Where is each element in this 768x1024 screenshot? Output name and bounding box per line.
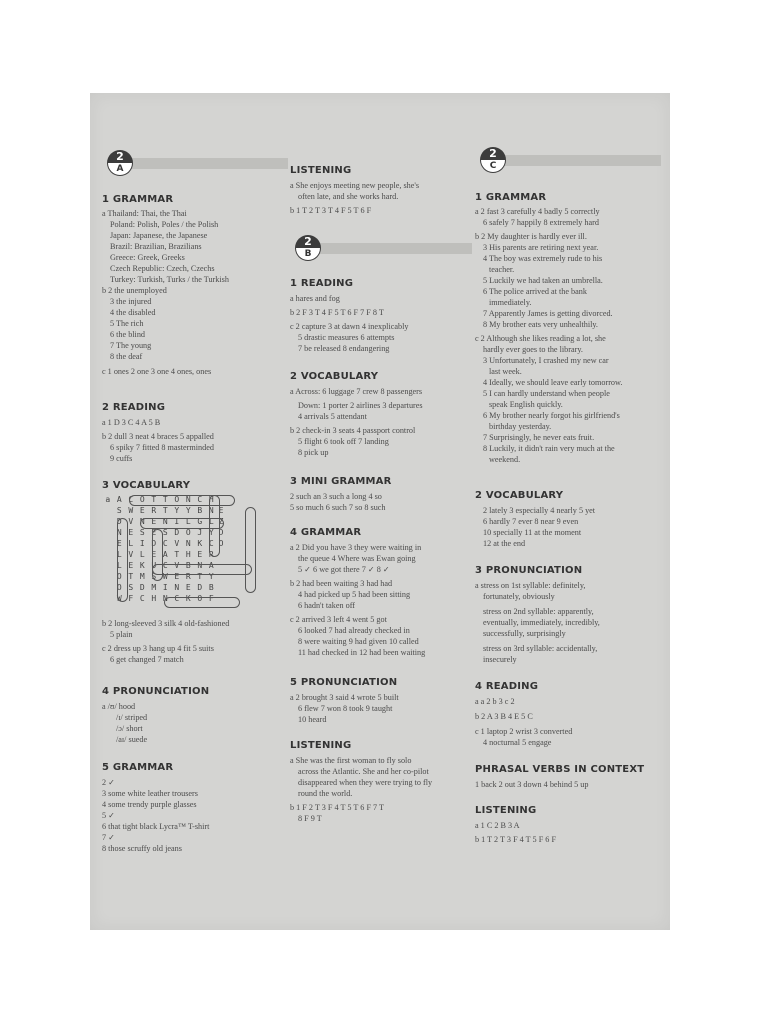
wordsearch-cell: A xyxy=(116,495,122,504)
section-body-pronunciation-3 xyxy=(475,580,660,665)
unit-header-bar xyxy=(318,243,472,254)
section-title-vocabulary-2: 2 VOCABULARY xyxy=(290,371,379,382)
wordsearch-cell: E xyxy=(185,583,191,592)
wordsearch-cell: E xyxy=(151,550,157,559)
unit-number: 2 xyxy=(304,235,312,248)
wordsearch-cell: T xyxy=(197,572,203,581)
wordsearch-cell: C xyxy=(174,594,180,603)
wordsearch-cell: A xyxy=(162,550,168,559)
wordsearch-cell: C xyxy=(208,539,214,548)
section-title-grammar-1: 1 GRAMMAR xyxy=(475,192,547,203)
wordsearch-cell: H xyxy=(185,550,191,559)
wordsearch-cell: L xyxy=(116,550,122,559)
text-line: 6 spiky 7 fitted 8 masterminded xyxy=(110,443,214,452)
wordsearch-side-letter xyxy=(217,571,225,582)
text-line: across the Atlantic. She and her co-pilot xyxy=(298,767,429,776)
text-line: 5 flight 6 took off 7 landing xyxy=(298,437,389,446)
wordsearch-row xyxy=(102,516,225,527)
wordsearch-cell: L xyxy=(116,561,122,570)
text-line: 6 hadn't taken off xyxy=(298,601,356,610)
wordsearch-cell: G xyxy=(197,517,203,526)
wordsearch-cell: S xyxy=(151,572,157,581)
wordsearch-cell: T xyxy=(128,572,134,581)
text-line: c 2 capture 3 at dawn 4 inexplicably xyxy=(290,322,409,331)
text-line: /ɪ/ striped xyxy=(116,713,148,722)
wordsearch-cell: D xyxy=(139,583,145,592)
section-body-vocabulary-3 xyxy=(102,618,280,665)
wordsearch-cell: N xyxy=(208,506,214,515)
wordsearch-cell: E xyxy=(151,528,157,537)
wordsearch-cell: E xyxy=(116,539,122,548)
text-line: 7 be released 8 endangering xyxy=(298,344,390,353)
section-title-grammar-4: 4 GRAMMAR xyxy=(290,527,362,538)
wordsearch-cell: Y xyxy=(174,506,180,515)
text-line: 7 Apparently James is getting divorced. xyxy=(483,309,613,318)
section-title-listening: LISTENING xyxy=(290,165,352,176)
wordsearch-cell: N xyxy=(162,594,168,603)
text-line: 2 such an 3 such a long 4 so xyxy=(290,492,382,501)
text-line: 8 were waiting 9 had given 10 called xyxy=(298,637,419,646)
text-line: last week. xyxy=(489,367,522,376)
text-line: teacher. xyxy=(489,265,515,274)
text-line: c 1 ones 2 one 3 one 4 ones, ones xyxy=(102,367,212,376)
wordsearch-cell: E xyxy=(128,528,134,537)
wordsearch-cell: D xyxy=(116,517,122,526)
text-line: Down: 1 porter 2 airlines 3 departures xyxy=(298,401,423,410)
text-line: 3 some white leather trousers xyxy=(102,789,198,798)
text-line: immediately. xyxy=(489,298,532,307)
wordsearch-row xyxy=(102,527,225,538)
text-line: /aɪ/ suede xyxy=(116,735,148,744)
wordsearch-cell: L xyxy=(128,539,134,548)
text-line: 5 ✓ 6 we got there 7 ✓ 8 ✓ xyxy=(298,565,390,574)
wordsearch-cell: D xyxy=(151,539,157,548)
text-line: 6 safely 7 happily 8 extremely hard xyxy=(483,218,599,227)
text-line: 8 Luckily, it didn't rain very much at the xyxy=(483,444,615,453)
wordsearch-cell: N xyxy=(174,583,180,592)
unit-header-2b xyxy=(296,236,472,260)
text-line: 8 pick up xyxy=(298,448,329,457)
text-line: 6 looked 7 had already checked in xyxy=(298,626,410,635)
wordsearch-circle xyxy=(245,507,256,593)
section-title-pronunciation-4: 4 PRONUNCIATION xyxy=(102,686,210,697)
wordsearch-cell: H xyxy=(151,594,157,603)
unit-header-bar xyxy=(503,155,661,166)
unit-header-2c xyxy=(481,148,661,172)
text-line: 4 The boy was extremely rude to his xyxy=(483,254,603,263)
text-line: b 1 T 2 T 3 T 4 F 5 T 6 F xyxy=(290,206,372,215)
wordsearch-cell: N xyxy=(185,495,191,504)
text-line: a a 2 b 3 c 2 xyxy=(475,697,515,706)
text-line: hardly ever goes to the library. xyxy=(483,345,583,354)
wordsearch-cell xyxy=(102,505,114,516)
section-title-listening-2: LISTENING xyxy=(290,740,352,751)
text-line: Greece: Greek, Greeks xyxy=(110,253,185,262)
wordsearch-cell xyxy=(102,560,114,571)
wordsearch-cell: O xyxy=(174,495,180,504)
text-line: c 2 dress up 3 hang up 4 fit 5 suits xyxy=(102,644,214,653)
text-line: 1 back 2 out 3 down 4 behind 5 up xyxy=(475,780,589,789)
wordsearch-side-letter: Z xyxy=(218,517,224,526)
answer-key-page xyxy=(90,93,670,930)
section-body-reading-1 xyxy=(290,293,468,354)
text-line: 7 Surprisingly, he never eats fruit. xyxy=(483,433,595,442)
wordsearch-cell: K xyxy=(197,539,203,548)
text-line: 9 cuffs xyxy=(110,454,133,463)
text-line: c 1 laptop 2 wrist 3 converted xyxy=(475,727,573,736)
unit-number: 2 xyxy=(489,147,497,160)
section-body-reading-2 xyxy=(102,417,280,464)
wordsearch-side-letter xyxy=(217,549,225,560)
wordsearch-cell: S xyxy=(139,528,145,537)
section-title-phrasal-verbs: PHRASAL VERBS IN CONTEXT xyxy=(475,764,645,775)
unit-letter: B xyxy=(296,248,320,260)
wordsearch-cell: R xyxy=(208,550,214,559)
wordsearch-cell: V xyxy=(174,561,180,570)
wordsearch-cell: M xyxy=(139,572,145,581)
wordsearch-cell: T xyxy=(151,495,157,504)
text-line: 4 arrivals 5 attendant xyxy=(298,412,367,421)
text-line: Czech Republic: Czech, Czechs xyxy=(110,264,215,273)
section-title-listening: LISTENING xyxy=(475,805,537,816)
wordsearch-cell: E xyxy=(197,550,203,559)
wordsearch-cell xyxy=(102,593,114,604)
text-line: b 2 had been waiting 3 had had xyxy=(290,579,393,588)
text-line: a /ʊ/ hood xyxy=(102,702,136,711)
wordsearch-cell xyxy=(102,571,114,582)
wordsearch-cell: B xyxy=(208,583,214,592)
section-body-grammar-4 xyxy=(290,542,468,658)
wordsearch-row xyxy=(102,538,225,549)
wordsearch-cell: V xyxy=(174,539,180,548)
section-body-reading-4 xyxy=(475,696,660,748)
text-line: 5 Luckily we had taken an umbrella. xyxy=(483,276,603,285)
text-line: 8 F 9 T xyxy=(298,814,322,823)
text-line: Poland: Polish, Poles / the Polish xyxy=(110,220,219,229)
section-title-reading-2: 2 READING xyxy=(102,402,166,413)
text-line: a 2 Did you have 3 they were waiting in xyxy=(290,543,422,552)
wordsearch-cell: E xyxy=(174,572,180,581)
text-line: a stress on 1st syllable: definitely, xyxy=(475,581,586,590)
text-line: a hares and fog xyxy=(290,294,340,303)
wordsearch-cell: N xyxy=(139,517,145,526)
text-line: 5 I can hardly understand when people xyxy=(483,389,610,398)
text-line: eventually, immediately, incredibly, xyxy=(483,618,600,627)
text-line: 11 had checked in 12 had been waiting xyxy=(298,648,426,657)
text-line: 8 My brother eats very unhealthily. xyxy=(483,320,598,329)
wordsearch-row xyxy=(102,549,225,560)
wordsearch-cell: C xyxy=(162,539,168,548)
text-line: b 2 dull 3 neat 4 braces 5 appalled xyxy=(102,432,214,441)
wordsearch-cell: U xyxy=(151,561,157,570)
text-line: 4 Ideally, we should leave early tomorrow. xyxy=(483,378,623,387)
wordsearch-cell: I xyxy=(162,583,168,592)
text-line: a 1 D 3 C 4 A 5 B xyxy=(102,418,161,427)
text-line: often late, and she works hard. xyxy=(298,192,399,201)
text-line: 4 nocturnal 5 engage xyxy=(483,738,552,747)
section-title-mini-grammar-3: 3 MINI GRAMMAR xyxy=(290,476,392,487)
text-line: 3 His parents are retiring next year. xyxy=(483,243,599,252)
text-line: 5 drastic measures 6 attempts xyxy=(298,333,395,342)
text-line: b 2 the unemployed xyxy=(102,286,167,295)
section-body-pronunciation-4 xyxy=(102,701,280,745)
wordsearch-row xyxy=(102,582,225,593)
wordsearch-cell: N xyxy=(116,528,122,537)
wordsearch-cell: B xyxy=(197,506,203,515)
text-line: Brazil: Brazilian, Brazilians xyxy=(110,242,202,251)
text-line: 3 the injured xyxy=(110,297,152,306)
unit-header-2a xyxy=(108,151,288,175)
wordsearch-row xyxy=(102,571,225,582)
wordsearch-cell: W xyxy=(162,572,168,581)
wordsearch-cell: S xyxy=(116,506,122,515)
wordsearch-cell: D xyxy=(174,528,180,537)
text-line: birthday yesterday. xyxy=(489,422,552,431)
wordsearch-cell: L xyxy=(208,517,214,526)
wordsearch-cell: Y xyxy=(208,572,214,581)
wordsearch-cell: N xyxy=(162,517,168,526)
wordsearch-cell: T xyxy=(162,495,168,504)
wordsearch-cell: O xyxy=(139,495,145,504)
wordsearch-cell: C xyxy=(139,594,145,603)
section-title-pronunciation-5: 5 PRONUNCIATION xyxy=(290,677,398,688)
wordsearch-cell: I xyxy=(139,539,145,548)
wordsearch-cell: O xyxy=(185,528,191,537)
text-line: successfully, surprisingly xyxy=(483,629,566,638)
section-title-vocabulary-3: 3 VOCABULARY xyxy=(102,480,191,491)
wordsearch-cell: B xyxy=(185,561,191,570)
text-line: c 2 Although she likes reading a lot, she xyxy=(475,334,606,343)
text-line: b 2 F 3 T 4 F 5 T 6 F 7 F 8 T xyxy=(290,308,384,317)
wordsearch-cell: M xyxy=(151,583,157,592)
wordsearch-side-letter: E xyxy=(218,506,224,515)
wordsearch-cell: T xyxy=(162,506,168,515)
wordsearch-cell: C xyxy=(197,495,203,504)
text-line: 5 plain xyxy=(110,630,133,639)
wordsearch-side-letter xyxy=(217,560,225,571)
text-line: weekend. xyxy=(489,455,521,464)
text-line: b 2 long-sleeved 3 silk 4 old-fashioned xyxy=(102,619,230,628)
wordsearch-cell: I xyxy=(174,517,180,526)
text-line: stress on 3rd syllable: accidentally, xyxy=(483,644,598,653)
wordsearch-cell: R xyxy=(185,572,191,581)
text-line: 5 ✓ xyxy=(102,811,116,820)
text-line: 7 The young xyxy=(110,341,152,350)
unit-number: 2 xyxy=(116,150,124,163)
text-line: 6 that tight black Lycra™ T-shirt xyxy=(102,822,210,831)
wordsearch-cell: S xyxy=(162,528,168,537)
text-line: 4 had picked up 5 had been sitting xyxy=(298,590,411,599)
text-line: stress on 2nd syllable: apparently, xyxy=(483,607,594,616)
wordsearch-cell: L xyxy=(185,517,191,526)
section-body-pronunciation-5 xyxy=(290,692,468,725)
section-body-vocabulary-2 xyxy=(290,386,468,458)
text-line: 4 some trendy purple glasses xyxy=(102,800,197,809)
text-line: 6 hardly 7 ever 8 near 9 even xyxy=(483,517,579,526)
text-line: 6 My brother nearly forgot his girlfriend's xyxy=(483,411,620,420)
wordsearch-cell: W xyxy=(128,506,134,515)
section-body-mini-grammar-3 xyxy=(290,491,468,513)
text-line: 8 the deaf xyxy=(110,352,143,361)
section-title-grammar-1: 1 GRAMMAR xyxy=(102,194,174,205)
wordsearch-cell: N xyxy=(197,561,203,570)
text-line: b 1 F 2 T 3 F 4 T 5 T 6 F 7 T xyxy=(290,803,385,812)
text-line: 10 specially 11 at the moment xyxy=(483,528,582,537)
wordsearch-cell: E xyxy=(139,506,145,515)
text-line: 6 the blind xyxy=(110,330,146,339)
wordsearch-cell xyxy=(102,538,114,549)
text-line: 5 so much 6 such 7 so 8 such xyxy=(290,503,386,512)
text-line: 6 flew 7 won 8 took 9 taught xyxy=(298,704,393,713)
text-line: a She enjoys meeting new people, she's xyxy=(290,181,420,190)
wordsearch-row xyxy=(102,593,225,604)
wordsearch-cell xyxy=(102,516,114,527)
wordsearch-cell: K xyxy=(185,594,191,603)
unit-header-bar xyxy=(130,158,288,169)
section-title-reading-4: 4 READING xyxy=(475,681,539,692)
text-line: b 1 T 2 T 3 F 4 T 5 F 6 F xyxy=(475,835,556,844)
text-line: 10 heard xyxy=(298,715,327,724)
wordsearch-cell: F xyxy=(208,594,214,603)
section-body-grammar-1 xyxy=(475,206,660,465)
unit-badge xyxy=(296,236,320,260)
wordsearch-side-letter: D xyxy=(218,528,224,537)
section-title-reading-1: 1 READING xyxy=(290,278,354,289)
wordsearch-cell: F xyxy=(128,594,134,603)
wordsearch-row xyxy=(102,494,225,505)
text-line: a Across: 6 luggage 7 crew 8 passengers xyxy=(290,387,423,396)
wordsearch-cell xyxy=(102,582,114,593)
wordsearch-row xyxy=(102,505,225,516)
wordsearch-cell: E xyxy=(151,517,157,526)
section-body-phrasal-verbs xyxy=(475,779,660,790)
wordsearch-cell: D xyxy=(197,583,203,592)
text-line: disappeared when they were trying to fly xyxy=(298,778,433,787)
text-line: a 2 brought 3 said 4 wrote 5 built xyxy=(290,693,399,702)
section-body-grammar-5 xyxy=(102,777,280,854)
text-line: fortunately, obviously xyxy=(483,592,555,601)
section-title-vocabulary-2: 2 VOCABULARY xyxy=(475,490,564,501)
wordsearch-cell: J xyxy=(197,528,203,537)
wordsearch-side-letter: O xyxy=(218,539,224,548)
unit-letter: C xyxy=(481,160,505,172)
text-line: 8 those scruffy old jeans xyxy=(102,844,182,853)
wordsearch-cell: Y xyxy=(185,506,191,515)
wordsearch-cell: Y xyxy=(208,528,214,537)
text-line: 2 lately 3 especially 4 nearly 5 yet xyxy=(483,506,596,515)
wordsearch-grid xyxy=(102,494,225,604)
wordsearch-cell: O xyxy=(197,594,203,603)
text-line: round the world. xyxy=(298,789,353,798)
wordsearch-cell: K xyxy=(139,561,145,570)
wordsearch-cell: A xyxy=(208,561,214,570)
unit-badge xyxy=(481,148,505,172)
text-line: 7 ✓ xyxy=(102,833,116,842)
unit-badge xyxy=(108,151,132,175)
wordsearch-cell: S xyxy=(128,583,134,592)
wordsearch-cell: R xyxy=(151,506,157,515)
section-title-grammar-5: 5 GRAMMAR xyxy=(102,762,174,773)
wordsearch-cell: C xyxy=(128,495,134,504)
wordsearch-cell: O xyxy=(116,572,122,581)
text-line: 4 the disabled xyxy=(110,308,156,317)
text-line: a 2 fast 3 carefully 4 badly 5 correctly xyxy=(475,207,600,216)
text-line: 2 ✓ xyxy=(102,778,116,787)
wordsearch-cell: a xyxy=(105,495,111,504)
text-line: 3 Unfortunately, I crashed my new car xyxy=(483,356,609,365)
wordsearch-cell: O xyxy=(116,583,122,592)
wordsearch-cell: V xyxy=(128,550,134,559)
text-line: c 2 arrived 3 left 4 went 5 got xyxy=(290,615,387,624)
text-line: Japan: Japanese, the Japanese xyxy=(110,231,208,240)
text-line: the queue 4 Where was Ewan going xyxy=(298,554,416,563)
wordsearch-side-letter xyxy=(217,494,225,505)
text-line: a She was the first woman to fly solo xyxy=(290,756,412,765)
text-line: a Thailand: Thai, the Thai xyxy=(102,209,187,218)
wordsearch-cell: N xyxy=(185,539,191,548)
wordsearch-row xyxy=(102,560,225,571)
wordsearch-cell xyxy=(102,549,114,560)
text-line: 12 at the end xyxy=(483,539,526,548)
wordsearch-side-letter xyxy=(217,582,225,593)
text-line: 5 The rich xyxy=(110,319,144,328)
wordsearch-side-letter xyxy=(217,593,225,604)
section-body-vocabulary-2 xyxy=(475,505,660,549)
wordsearch-cell: E xyxy=(128,561,134,570)
section-body-listening-2 xyxy=(290,755,468,824)
wordsearch-cell: T xyxy=(174,550,180,559)
section-body-listening xyxy=(290,180,468,216)
text-line: a 1 C 2 B 3 A xyxy=(475,821,520,830)
section-body-grammar-1 xyxy=(102,208,280,377)
wordsearch-cell xyxy=(102,527,114,538)
text-line: 6 get changed 7 match xyxy=(110,655,184,664)
unit-letter: A xyxy=(108,163,132,175)
wordsearch-cell: H xyxy=(208,495,214,504)
text-line: b 2 check-in 3 seats 4 passport control xyxy=(290,426,416,435)
text-line: b 2 My daughter is hardly ever ill. xyxy=(475,232,587,241)
text-line: speak English quickly. xyxy=(489,400,563,409)
text-line: insecurely xyxy=(483,655,517,664)
text-line: /ɔ/ short xyxy=(116,724,143,733)
section-title-pronunciation-3: 3 PRONUNCIATION xyxy=(475,565,583,576)
wordsearch-cell: W xyxy=(116,594,122,603)
wordsearch-cell: L xyxy=(139,550,145,559)
text-line: b 2 A 3 B 4 E 5 C xyxy=(475,712,533,721)
text-line: 6 The police arrived at the bank xyxy=(483,287,587,296)
wordsearch-cell: C xyxy=(162,561,168,570)
wordsearch-cell: V xyxy=(128,517,134,526)
section-body-listening xyxy=(475,820,660,845)
text-line: Turkey: Turkish, Turks / the Turkish xyxy=(110,275,229,284)
